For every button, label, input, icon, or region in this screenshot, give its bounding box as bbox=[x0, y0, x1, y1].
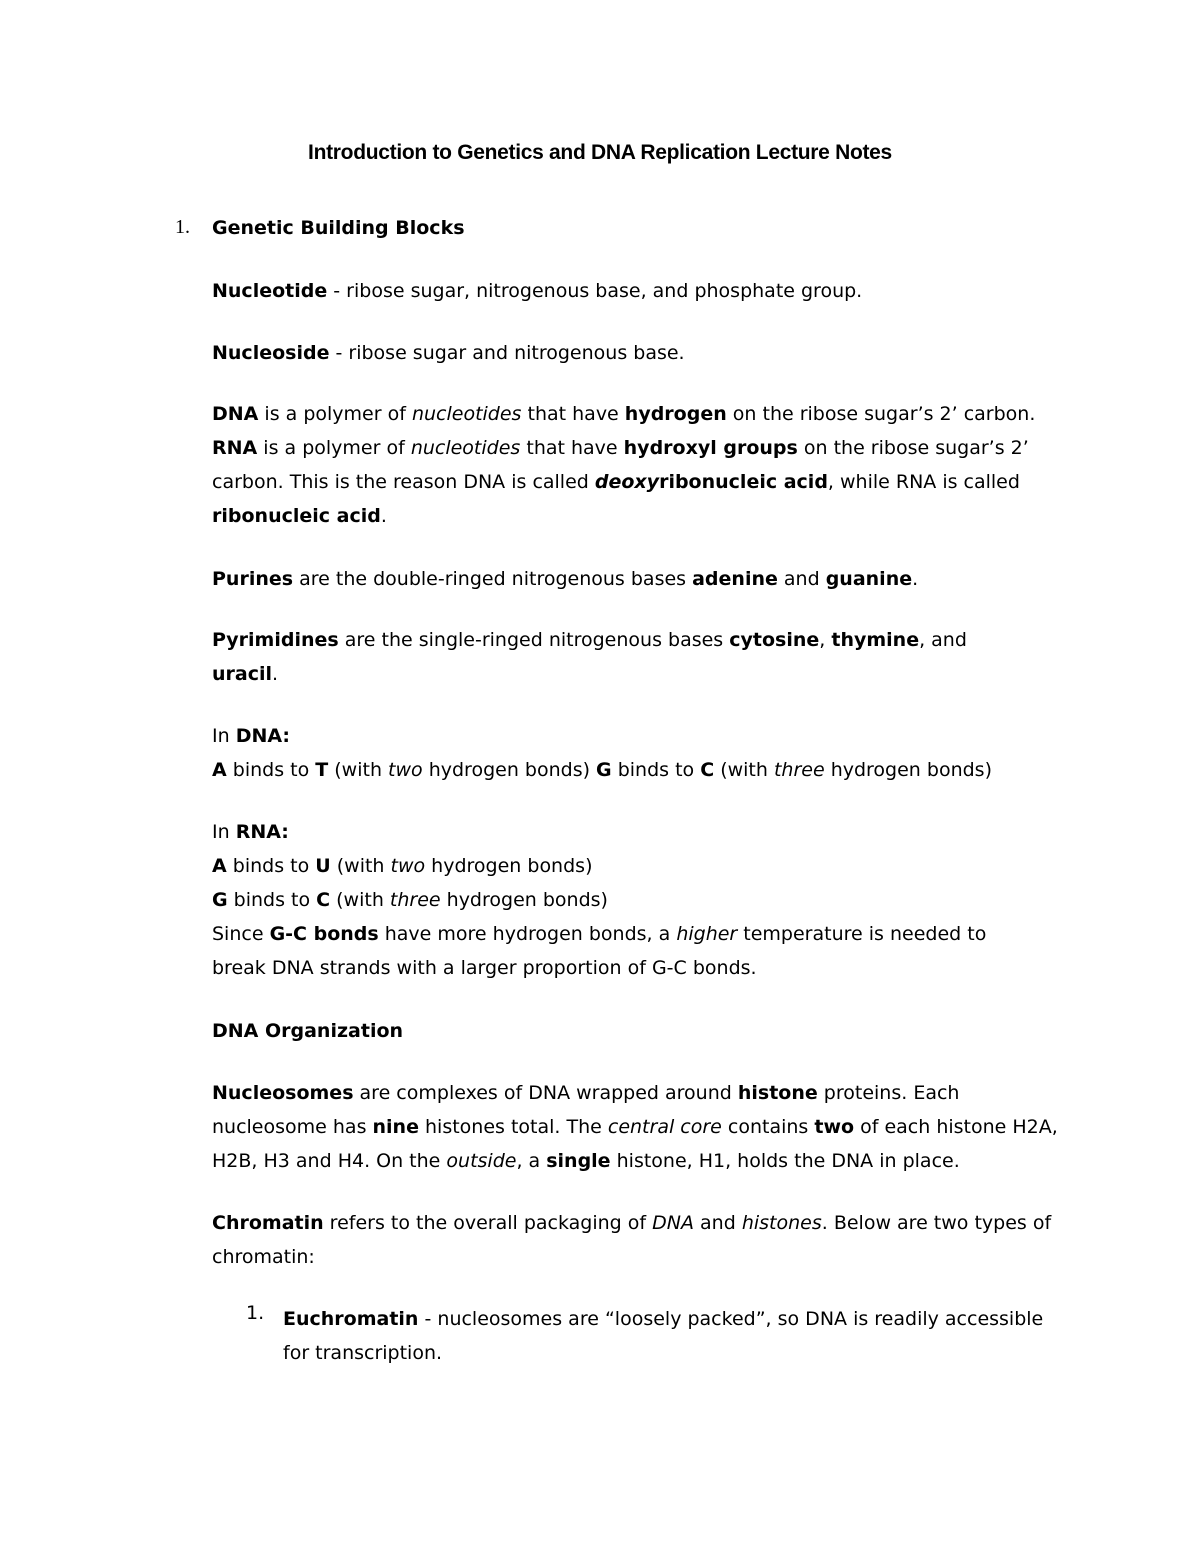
text: are the double-ringed nitrogenous bases bbox=[293, 568, 693, 590]
text: , a bbox=[516, 1150, 547, 1172]
chromatin-paragraph bbox=[212, 1206, 1082, 1274]
text: hydrogen bonds) bbox=[422, 759, 597, 781]
text-italic: histones bbox=[741, 1212, 822, 1234]
text-bold: guanine bbox=[825, 568, 913, 590]
text: , bbox=[819, 629, 832, 651]
text-bold: Chromatin bbox=[212, 1212, 324, 1234]
text: binds to bbox=[611, 759, 701, 781]
text-bold: G-C bonds bbox=[269, 923, 379, 945]
text-bold: Purines bbox=[212, 568, 294, 590]
text-bold: hydroxyl groups bbox=[623, 437, 798, 459]
text-italic: two bbox=[390, 855, 426, 877]
text-italic: nucleotides bbox=[411, 403, 522, 425]
nucleotide-paragraph bbox=[212, 274, 1082, 308]
text: binds to bbox=[226, 759, 316, 781]
text: is a polymer of bbox=[258, 403, 412, 425]
purines-paragraph bbox=[212, 562, 1082, 596]
section-number: 1. bbox=[175, 216, 190, 238]
text-bold: G bbox=[212, 889, 228, 911]
text: hydrogen bonds) bbox=[440, 889, 608, 911]
nucleosomes-paragraph bbox=[212, 1076, 1062, 1178]
text-bold: A bbox=[212, 759, 227, 781]
text: and bbox=[693, 1212, 742, 1234]
text-bold: histone bbox=[737, 1082, 818, 1104]
term-nucleotide: Nucleotide bbox=[212, 280, 328, 302]
text-bold: nine bbox=[372, 1116, 419, 1138]
text-bold: A bbox=[212, 855, 227, 877]
text-bold: T bbox=[315, 759, 329, 781]
text: are complexes of DNA wrapped around bbox=[353, 1082, 738, 1104]
pyrimidines-paragraph bbox=[212, 623, 1012, 691]
text-italic: central core bbox=[607, 1116, 722, 1138]
text-italic: three bbox=[389, 889, 441, 911]
text: binds to bbox=[227, 889, 317, 911]
text-deoxy: deoxy bbox=[594, 471, 660, 493]
text: contains bbox=[721, 1116, 815, 1138]
text: of each histone H2A, H2B, H3 and H4. On the bbox=[212, 1116, 1058, 1172]
text-bold: uracil bbox=[212, 663, 273, 685]
text-bold: C bbox=[700, 759, 715, 781]
text-bold: adenine bbox=[692, 568, 778, 590]
text-bold: Pyrimidines bbox=[212, 629, 339, 651]
text-bold: Euchromatin bbox=[283, 1308, 419, 1330]
text: is a polymer of bbox=[257, 437, 411, 459]
text: (with bbox=[330, 889, 390, 911]
term-nucleoside: Nucleoside bbox=[212, 342, 330, 364]
text-bold: hydrogen bbox=[624, 403, 727, 425]
nucleoside-definition: - ribose sugar and nitrogenous base. bbox=[329, 342, 685, 364]
dna-rna-paragraph bbox=[212, 397, 1052, 533]
euchromatin-list-item bbox=[283, 1302, 1063, 1370]
text-italic: higher bbox=[676, 923, 738, 945]
text: histone, H1, holds the DNA in place. bbox=[610, 1150, 960, 1172]
text-bold: cytosine bbox=[729, 629, 820, 651]
text-bold: DNA: bbox=[235, 725, 291, 747]
text: hydrogen bonds) bbox=[824, 759, 992, 781]
text: In bbox=[212, 821, 236, 843]
dna-organization-heading bbox=[212, 1014, 1082, 1048]
text-bold: ribonucleic acid bbox=[212, 505, 381, 527]
text: hydrogen bonds) bbox=[425, 855, 593, 877]
text-bold: DNA bbox=[212, 403, 259, 425]
text: temperature is needed to break DNA strands with a larger proportion of G-C bonds. bbox=[212, 923, 987, 979]
text: refers to the overall packaging of bbox=[323, 1212, 653, 1234]
text-italic: two bbox=[388, 759, 423, 781]
text: (with bbox=[328, 759, 389, 781]
text: . bbox=[912, 568, 919, 590]
text-italic: outside bbox=[446, 1150, 517, 1172]
text: , and bbox=[919, 629, 967, 651]
text: (with bbox=[714, 759, 774, 781]
text: on the ribose sugar’s 2’ carbon. bbox=[726, 403, 1036, 425]
text: proteins. Each nucleosome has bbox=[212, 1082, 960, 1138]
text: . bbox=[380, 505, 387, 527]
text: binds to bbox=[226, 855, 316, 877]
text: (with bbox=[330, 855, 391, 877]
text-bold: thymine bbox=[831, 629, 920, 651]
text: Since bbox=[212, 923, 270, 945]
page-title: Introduction to Genetics and DNA Replication Lecture Notes bbox=[308, 141, 892, 164]
text: In bbox=[212, 725, 236, 747]
text-bold: U bbox=[315, 855, 331, 877]
heading-text: DNA Organization bbox=[212, 1020, 404, 1042]
text: are the single-ringed nitrogenous bases bbox=[338, 629, 730, 651]
text: that have bbox=[520, 437, 624, 459]
text-bold: C bbox=[316, 889, 331, 911]
text-bold-italic bbox=[595, 471, 659, 493]
in-rna-block bbox=[212, 815, 1042, 985]
nucleoside-paragraph bbox=[212, 336, 1082, 370]
text: , while RNA is called bbox=[827, 471, 1020, 493]
text: have more hydrogen bonds, a bbox=[378, 923, 677, 945]
text: - nucleosomes are “loosely packed”, so DNA is readily accessible for transcription. bbox=[283, 1308, 1044, 1364]
text: histones total. The bbox=[418, 1116, 608, 1138]
text: on the ribose sugar’s 2’ carbon. This is the reason DNA is called bbox=[212, 437, 1029, 493]
nucleotide-definition: - ribose sugar, nitrogenous base, and phosphate group. bbox=[327, 280, 863, 302]
text-bold: single bbox=[546, 1150, 611, 1172]
text: . Below are two types of chromatin: bbox=[212, 1212, 1052, 1268]
section-heading-text: Genetic Building Blocks bbox=[212, 217, 465, 239]
list-number: 1. bbox=[246, 1302, 265, 1324]
in-dna-block bbox=[212, 719, 1082, 787]
text-bold: two bbox=[814, 1116, 855, 1138]
text-italic: nucleotides bbox=[410, 437, 521, 459]
text-bold: RNA: bbox=[235, 821, 289, 843]
text: . bbox=[272, 663, 279, 685]
text-bold: G bbox=[596, 759, 612, 781]
text-bold: Nucleosomes bbox=[212, 1082, 354, 1104]
text-bold: ribonucleic acid bbox=[659, 471, 828, 493]
section-heading bbox=[212, 211, 1082, 245]
text: that have bbox=[521, 403, 625, 425]
text-italic: three bbox=[773, 759, 825, 781]
text-bold: RNA bbox=[212, 437, 258, 459]
text-italic: DNA bbox=[652, 1212, 694, 1234]
text: and bbox=[777, 568, 826, 590]
